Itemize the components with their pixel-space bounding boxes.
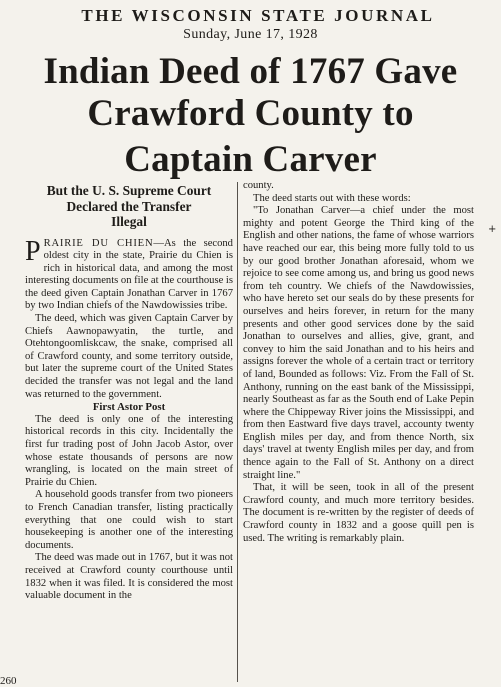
drop-cap: P [25, 235, 41, 267]
paragraph-1-text: —As the second oldest city in the state, Prairie du Chien is rich in historical data, and among the most interesting documents on file at the courthouse is the deed given Captain Jonathan Carver in 1767 by two Indian chiefs of the Nawdowissies tribe. [25, 237, 234, 312]
subheadline [25, 183, 233, 230]
masthead: THE WISCONSIN STATE JOURNAL [81, 6, 435, 25]
article-paragraph-3: The deed is only one of the interesting historical records in this city. Incidentally the first fur trading post of John Jacob Astor, over whose estate thousands of persons are now wrangling, is located on the main street of Prairie du Chien. [25, 413, 233, 488]
subheadline-line-2: Declared the Transfer [66, 198, 192, 214]
article-paragraph-7: That, it will be seen, took in all of the present Crawford county, and much more territory besides. The document is re-written by the register of deeds of Crawford county in 1832 and a goose quill pen is used. The writing is remarkably plain. [243, 482, 474, 544]
article-paragraph-4: A household goods transfer from two pioneers to French Canadian transfer, listing practically everything that one could wish to start housekeeping is another one of the interesting documents. [25, 489, 233, 551]
page-number: 260 [0, 675, 17, 687]
right-column [243, 180, 474, 545]
column-rule [237, 182, 238, 682]
headline-line-3: Captain Carver [124, 139, 377, 180]
subheadline-line-3: Illegal [111, 214, 147, 229]
article-paragraph-6: The deed starts out with these words: [253, 192, 411, 204]
article-paragraph-2: The deed, which was given Captain Carver by Chiefs Aawnopawyatin, the turtle, and Otehtongoomliskcaw, the snake, comprised all of Crawford county, and some territory outside, but later the supreme court of the United States decided the transfer was not legal and the land was returned to the government. [25, 313, 233, 400]
deed-quotation: "To Jonathan Carver—a chief under the most mighty and potent George the Third king of the English and other nations, the fame of whose warriors have reached our ear, this being more fully told to us by our good brother Jonathan aforesaid, whom we rejoice to see come among us, and bring us good news from teh country. We chiefs of the Nawdowissies, who have hereto set our seals do by these presents for ourselves and heirs forever, in return for the many presents and other good services done by the said Jonathan to ourselves and allies, give, grant, and convey to him the said Jonathan and to his heirs and assigns forever the whole of a certain tract or territory of land, Bounded as follows: Viz. From the Fall of St. Anthony, running on the east bank of the Mississippi, nearly Southeast as far as the South end of Lake Pepin where the Chippeway River joins the Mississippi, and from then Eastward five days travel, accounty twenty English miles per day, and from thence North, six days' travel at twenty English miles per day, and from thence again to the Fall of St. Anthony on a direct straight line." [243, 205, 474, 481]
left-column [25, 180, 233, 603]
continuation-text: county. [243, 180, 274, 191]
subheadline-line-1: But the U. S. Supreme Court [46, 183, 212, 198]
article-paragraph-1 [25, 235, 234, 314]
margin-mark: + [488, 224, 497, 235]
dateline-location: RAIRIE DU CHIEN [43, 237, 154, 249]
crosshead: First Astor Post [92, 401, 166, 414]
publication-date: Sunday, June 17, 1928 [183, 27, 318, 42]
headline-line-1: Indian Deed of 1767 Gave [43, 51, 458, 92]
article-paragraph-5: The deed was made out in 1767, but it was not received at Crawford county courthouse until 1832 when it was filed. It is considered the most valuable document in the [25, 552, 233, 602]
headline-line-2: Crawford County to [87, 93, 414, 134]
